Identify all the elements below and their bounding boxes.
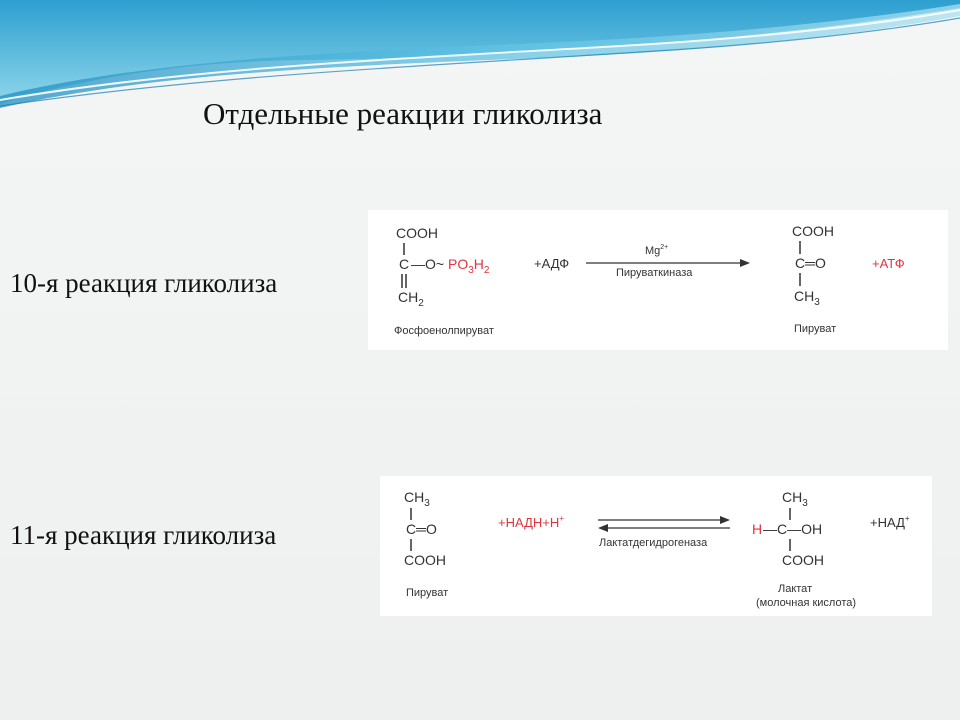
enzyme-pyruvate-kinase: Пируваткиназа bbox=[616, 267, 693, 279]
reaction-10-arrow bbox=[586, 244, 750, 279]
phosphoenolpyruvate-formula bbox=[394, 225, 494, 337]
pyruvate2-name: Пируват bbox=[406, 587, 449, 599]
pyruvate-co: C═O bbox=[795, 255, 826, 271]
reaction-11-label: 11-я реакция гликолиза bbox=[10, 520, 277, 550]
reaction-10-label: 10-я реакция гликолиза bbox=[10, 268, 278, 298]
pyruvate-formula-2 bbox=[404, 489, 448, 599]
reaction-10-adp: +АДФ bbox=[534, 256, 570, 271]
pyruvate2-co: C═O bbox=[406, 521, 437, 537]
reaction-11-nadh: +НАДН+Н+ bbox=[498, 514, 564, 530]
enzyme-lactate-dehydrogenase: Лактатдегидрогеназа bbox=[599, 537, 708, 549]
slide-title: Отдельные реакции гликолиза bbox=[203, 96, 603, 131]
pep-phosphate: $PO_3H_2$ bbox=[448, 256, 490, 276]
pyruvate-name: Пируват bbox=[794, 323, 837, 335]
reaction-10-atp: +АТФ bbox=[872, 256, 905, 271]
lactate-cooh: COOH bbox=[782, 552, 824, 568]
reaction-10-scheme bbox=[368, 210, 948, 350]
pyruvate2-ch3: $CH_3$ bbox=[404, 489, 430, 509]
lactate-ch3: $CH_3$ bbox=[782, 489, 808, 509]
catalyst-mg: $Mg^{2+}$ bbox=[645, 244, 669, 257]
pep-cooh: COOH bbox=[396, 225, 438, 241]
lactate-name: Лактат bbox=[778, 583, 813, 595]
pep-carbon: C bbox=[399, 256, 410, 272]
pep-bond: —O~ bbox=[411, 256, 445, 272]
reaction-11-reversible-arrow bbox=[598, 516, 730, 549]
pyruvate2-cooh: COOH bbox=[404, 552, 446, 568]
lactate-h: H bbox=[752, 521, 763, 537]
lactate-formula bbox=[752, 489, 856, 609]
reaction-11-scheme bbox=[380, 476, 932, 616]
lactate-alt-name: (молочная кислота) bbox=[756, 597, 857, 609]
pep-ch2: $CH_2$ bbox=[398, 289, 424, 309]
pyruvate-cooh: COOH bbox=[792, 223, 834, 239]
pep-name: Фосфоенолпируват bbox=[394, 325, 494, 337]
pyruvate-ch3: $CH_3$ bbox=[794, 288, 820, 308]
lactate-c-oh: —C—OH bbox=[763, 521, 823, 537]
pyruvate-formula bbox=[792, 223, 836, 335]
reaction-11-nad: +НАД+ bbox=[870, 514, 910, 530]
